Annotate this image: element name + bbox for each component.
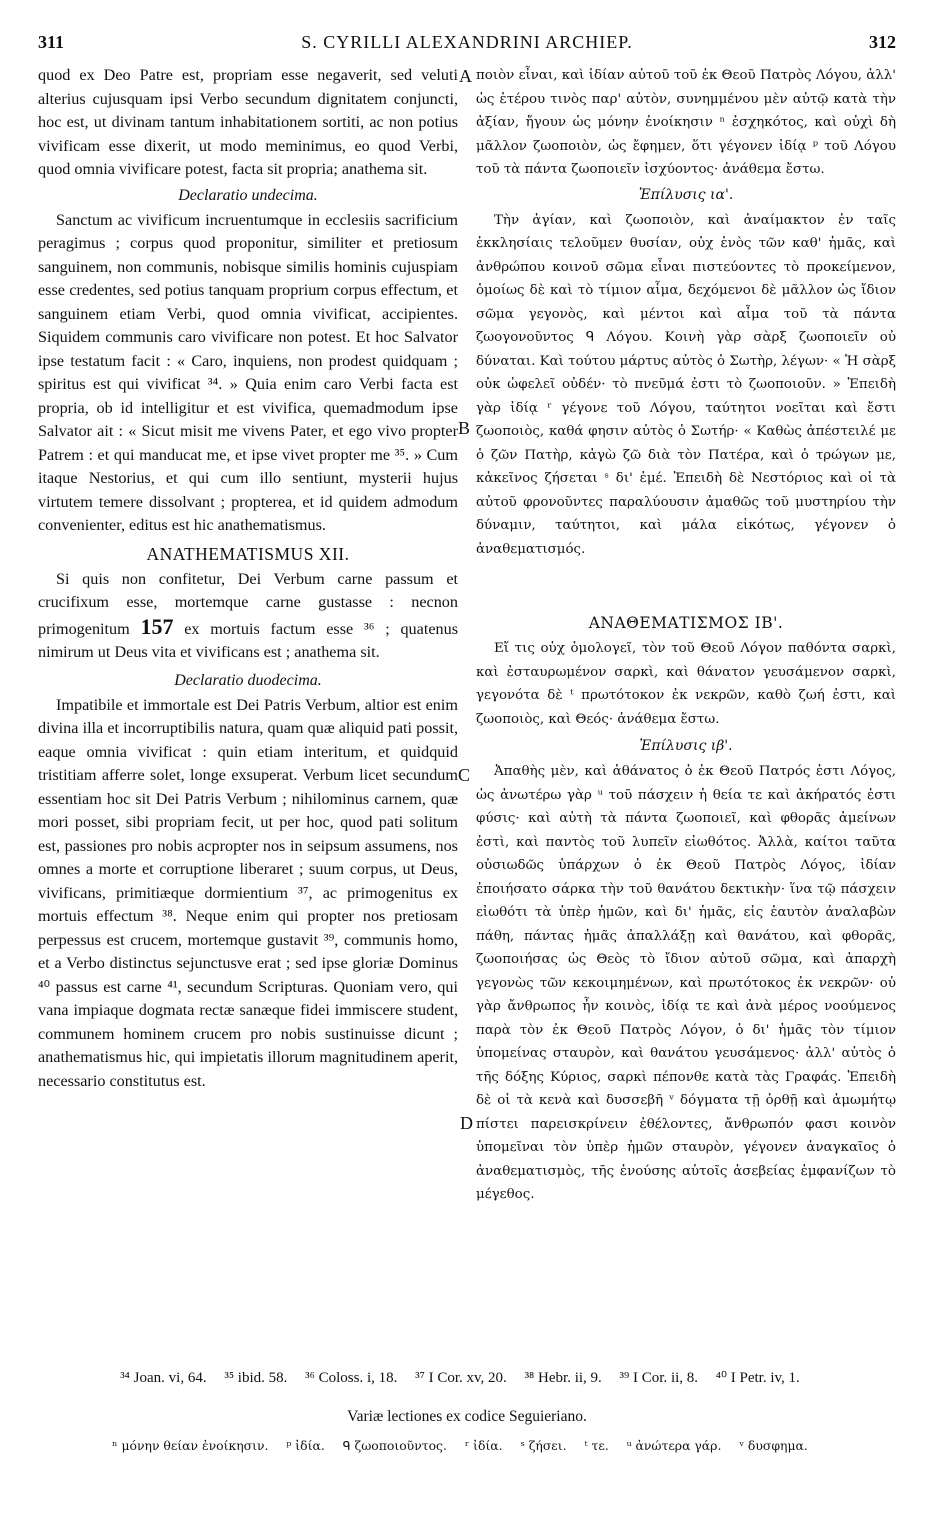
running-header <box>38 32 896 58</box>
greek-paragraph-2: Τὴν ἁγίαν, καὶ ζωοποιὸν, καὶ ἀναίμακτον ἐν ταῖς ἐκκλησίαις τελοῦμεν θυσίαν, οὐχ ἑνὸς τῶν καθ' ἡμᾶς, καὶ ἀνθρώπου κοινοῦ σῶμα εἶναι πιστεύοντες τὸ προκείμενον, ὁμοίως δὲ καὶ τὸ τίμιον αἷμα, δεχόμενοι δὲ μᾶλλον ὡς ἴδιον σῶμα γεγονὸς, καὶ μέντοι καὶ αἷμα τοῦ τὰ πάντα ζωογονοῦντος ᑫ Λόγου. Κοινὴ γὰρ σὰρξ ζωοποιεῖν οὐ δύναται. Καὶ τούτου μάρτυς αὐτὸς ὁ Σωτὴρ, λέγων· « Ἡ σὰρξ οὐκ ὠφελεῖ οὐδέν· τὸ πνεῦμά ἐστι τὸ ζωοποιοῦν. » Ἐπειδὴ γὰρ ἰδίᾳ ʳ γέγονε τοῦ Λόγου, ταύτητοι νοεῖται καὶ ἔστι ζωοποιὸς, καθά φησιν αὐτὸς ὁ Σωτήρ· « Καθὼς ἀπέστειλέ με ὁ ζῶν Πατὴρ, κἀγὼ ζῶ διὰ τὸν Πατέρα, καὶ ὁ τρώγων με, κἀκεῖνος ζήσεται ˢ δι' ἐμέ. Ἐπειδὴ δὲ Νεστόριος καὶ οἱ τὰ αὐτοῦ φρονοῦντες παραλύουσιν ἀμαθῶς τοῦ μυστηρίου τὴν δύναμιν, ταύτητοι, καὶ μάλα εἰκότως, γέγονεν ὁ ἀναθεματισμός. <box>476 212 896 557</box>
margin-marker-d: D <box>460 1113 473 1133</box>
footnote: ⁴⁰ I Petr. iv, 1. <box>715 1370 800 1386</box>
page-number-right: 312 <box>869 32 896 52</box>
variant-reading: ʳ ἰδία. <box>464 1438 503 1453</box>
variant-readings <box>38 1438 896 1453</box>
latin-column <box>38 64 458 1093</box>
latin-paragraph-3: Si quis non confitetur, Dei Verbum carne passum et crucifixum esse, mortemque carne gustasse : necnon primogenitum 157 ex mortuis factum esse ³⁶ ; quatenus nimirum ut Deus vita et vivificans est ; anathema sit. <box>38 569 458 661</box>
latin-heading-anathematismus-12: ANATHEMATISMUS XII. <box>146 543 350 564</box>
column-number: 157 <box>140 613 174 639</box>
footnote: ³⁶ Coloss. i, 18. <box>305 1370 398 1386</box>
footnote: ³⁷ I Cor. xv, 20. <box>415 1370 507 1386</box>
variant-reading: ⁿ μόνην θείαν ἐνοίκησιν. <box>112 1438 269 1453</box>
variant-reading: ᵗ τε. <box>584 1438 609 1453</box>
latin-heading-declaratio-12: Declaratio duodecima. <box>174 671 322 689</box>
footnote: ³⁴ Joan. vi, 64. <box>120 1370 207 1386</box>
variant-reading: ᑫ ζωοποιοῦντος. <box>342 1438 447 1453</box>
variant-reading: ˢ ζήσει. <box>520 1438 567 1453</box>
running-title: S. CYRILLI ALEXANDRINI ARCHIEP. <box>301 32 633 52</box>
footnote: ³⁵ ibid. 58. <box>224 1370 288 1386</box>
margin-marker-b: B <box>458 418 471 438</box>
greek-paragraph-3: Εἴ τις οὐχ ὁμολογεῖ, τὸν τοῦ Θεοῦ Λόγον παθόντα σαρκὶ, καὶ ἐσταυρωμένον σαρκὶ, καὶ θάνατον γευσάμενον σαρκὶ, γεγονότα δὲ ᵗ πρωτότοκον ἐκ νεκρῶν, καθὸ ζωή ἐστι, καὶ ζωοποιὸς, καὶ Θεός· ἀνάθεμα ἔστω. <box>476 641 896 727</box>
greek-paragraph-1: ποιὸν εἶναι, καὶ ἰδίαν αὐτοῦ τοῦ ἐκ Θεοῦ Πατρὸς Λόγου, ἀλλ' ὡς ἑτέρου τινὸς παρ' αὐτὸν, συνημμένου μὲν αὐτῷ κατὰ τὴν ἀξίαν, ἤγουν ὡς μόνην ἐνοίκησιν ⁿ ἐσχηκότος, καὶ οὐχὶ δὴ μᾶλλον ζωοποιὸν, ὡς ἔφημεν, ὅτι γέγονεν ἰδίᾳ ᵖ τοῦ Λόγου τοῦ τὰ πάντα ζωοποιεῖν ἰσχύοντος· ἀνάθεμα ἔστω. <box>476 68 896 177</box>
greek-column <box>476 64 896 1207</box>
latin-heading-declaratio-11: Declaratio undecima. <box>178 186 318 204</box>
variants-heading: Variæ lectiones ex codice Seguieriano. <box>347 1408 587 1425</box>
greek-heading-anathematismos-12: ΑΝΑΘΕΜΑΤΙΣΜΟΣ ΙΒ'. <box>588 614 784 632</box>
latin-paragraph-2: Sanctum ac vivificum incruentumque in ecclesiis sacrificium peragimus ; corpus quod proponitur, similiter et pretiosum sanguinem, non communis, nobisque similis hominis cujuspiam esse credentes, sed potius tanquam proprium corpus effectum, et sanguinem etiam Verbi, quod omnia vivificat, accipientes. Siquidem communis caro vivificare non potest. Et hoc Salvator ipse testatum facit : « Caro, inquiens, non prodest quidquam ; spiritus est qui vivificat ³⁴. » Quia enim caro Verbi facta est propria, ob id intelligitur et est vivifica, quemadmodum ipse Salvator ait : « Sicut misit me vivens Pater, et ego vivo propter Patrem : et qui manducat me, et ipse vivet propter me ³⁵. » Cum itaque Nestorius, et qui cum illo sentiunt, mysterii hujus virtutem temere dissolvant ; propterea, et id quidem admodum convenienter, editus est hic anathematismus. <box>38 210 458 534</box>
latin-paragraph-1: quod ex Deo Patre est, propriam esse negaverit, sed veluti alterius cujusquam ipsi Verbo secundum dignitatem conjuncti, hoc est, ut divinam tantum inhabitationem sortiti, ac non potius vivificam esse dixerit, ut modo meminimus, eo quod Verbi, quod omnia vivificare potest, facta sit propria; anathema sit. <box>38 66 458 178</box>
margin-marker-a: A <box>459 66 472 86</box>
latin-paragraph-4: Impatibile et immortale est Dei Patris Verbum, altior est enim divina illa et incorruptibilis natura, quam quæ aliquid pati possit, eaque omnia vivificat : quin etiam interitum, et quidquid tristitiam afferre solet, longe exsuperat. Verbum licet secundum essentiam hoc sit Dei Patris Verbum ; nihilominus carnem, quæ mori posset, sibi propriam fecit, ut per hoc, quod pati solitum est, passiones pro nobis acpropter nos in seipsum assumens, nos omnes a morte et corruptione liberaret ; suum corpus, ut Deus, vivificans, primitiæque dormientium ³⁷, ac primogenitus ex mortuis effectum ³⁸. Neque enim qui propter nos pretiosam perpessus est crucem, mortemque gustavit ³⁹, communis homo, et a Verbo distinctus sejunctusve erat ; sed ipse gloriæ Dominus ⁴⁰ passus est carne ⁴¹, secundum Scripturas. Quoniam vero, qui vana impiaque dogmata rectæ sanæque fidei immiscere student, communem hominem crucem pro nobis sustinuisse dicunt ; anathematismus hic, qui impietatis illorum magnitudinem aperit, necessario constitutus est. <box>38 695 458 1090</box>
greek-heading-epilysis-12: Ἐπίλυσις ιβ'. <box>639 738 733 754</box>
footnote: ³⁸ Hebr. ii, 9. <box>524 1370 602 1386</box>
variant-reading: ᵛ δυσφημα. <box>739 1438 808 1453</box>
footnotes <box>38 1368 896 1387</box>
margin-marker-c: C <box>458 765 471 785</box>
page-number-left: 311 <box>38 32 65 52</box>
variant-reading: ᵘ ἀνώτερα γάρ. <box>626 1438 722 1453</box>
footnote: ³⁹ I Cor. ii, 8. <box>619 1370 699 1386</box>
greek-heading-epilysis-11: Ἐπίλυσις ια'. <box>638 186 734 203</box>
greek-paragraph-4: Ἀπαθὴς μὲν, καὶ ἀθάνατος ὁ ἐκ Θεοῦ Πατρός ἐστι Λόγος, ὡς ἀνωτέρω γὰρ ᵘ τοῦ πάσχειν ἡ θεία τε καὶ ἀκήρατός ἐστι φύσις· καὶ αὐτὴ τὰ πάντα ζωοποιεῖ, καὶ φθορᾶς ἀμείνων ἐστὶ, καὶ παντὸς τοῦ λυπεῖν εἰωθότος. Ἀλλὰ, καίτοι ταῦτα οὐσιωδῶς ὑπάρχων ὁ ἐκ Θεοῦ Πατρὸς Λόγος, ἰδίαν ἐποιήσατο σάρκα τὴν τοῦ θανάτου δεκτικὴν· ἵνα τῷ πάσχειν εἰωθότι τὰ ὑπὲρ ἡμῶν, καὶ δι' ἡμᾶς, εἰς ἑαυτὸν ἀναλαβὼν πάθη, πάντας ἡμᾶς ἀπαλλάξῃ καὶ θανάτου, καὶ φθορᾶς, ζωοποιήσας ὡς Θεὸς τὸ ἴδιον αὐτοῦ σῶμα, καὶ ἀπαρχὴ γεγονὼς τῶν κεκοιμημένων, καὶ πρωτότοκος ἐκ νεκρῶν· οὐ γὰρ ἄνθρωπος ἦν κοινὸς, ἰδίᾳ τε καὶ ἀνὰ μέρος νοούμενος παρὰ τὸν ἐκ Θεοῦ Πατρὸς Λόγον, ὁ δι' ἡμᾶς τὸν τίμιον ὑπομείνας σταυρὸν, καὶ θανάτου γευσάμενος· ἀλλ' αὐτὸς ὁ τῆς δόξης Κύριος, σαρκὶ πέπονθε κατὰ τὰς Γραφάς. Ἐπειδὴ δὲ οἱ τὰ κενὰ καὶ δυσσεβῆ ᵛ δόγματα τῇ ὀρθῇ καὶ ἀμωμήτῳ πίστει παρεισκρίνειν ἐθέλοντες, ἄνθρωπόν φασι κοινὸν ὑπομεῖναι τὸν ὑπὲρ ἡμῶν σταυρὸν, γέγονεν ἀναγκαῖος ὁ ἀναθεματισμὸς, τῆς ἐνούσης αὐτοῖς ἀσεβείας ἐμφανίζων τὸ μέγεθος. <box>476 764 896 1202</box>
variant-reading: ᵖ ἰδία. <box>286 1438 325 1453</box>
